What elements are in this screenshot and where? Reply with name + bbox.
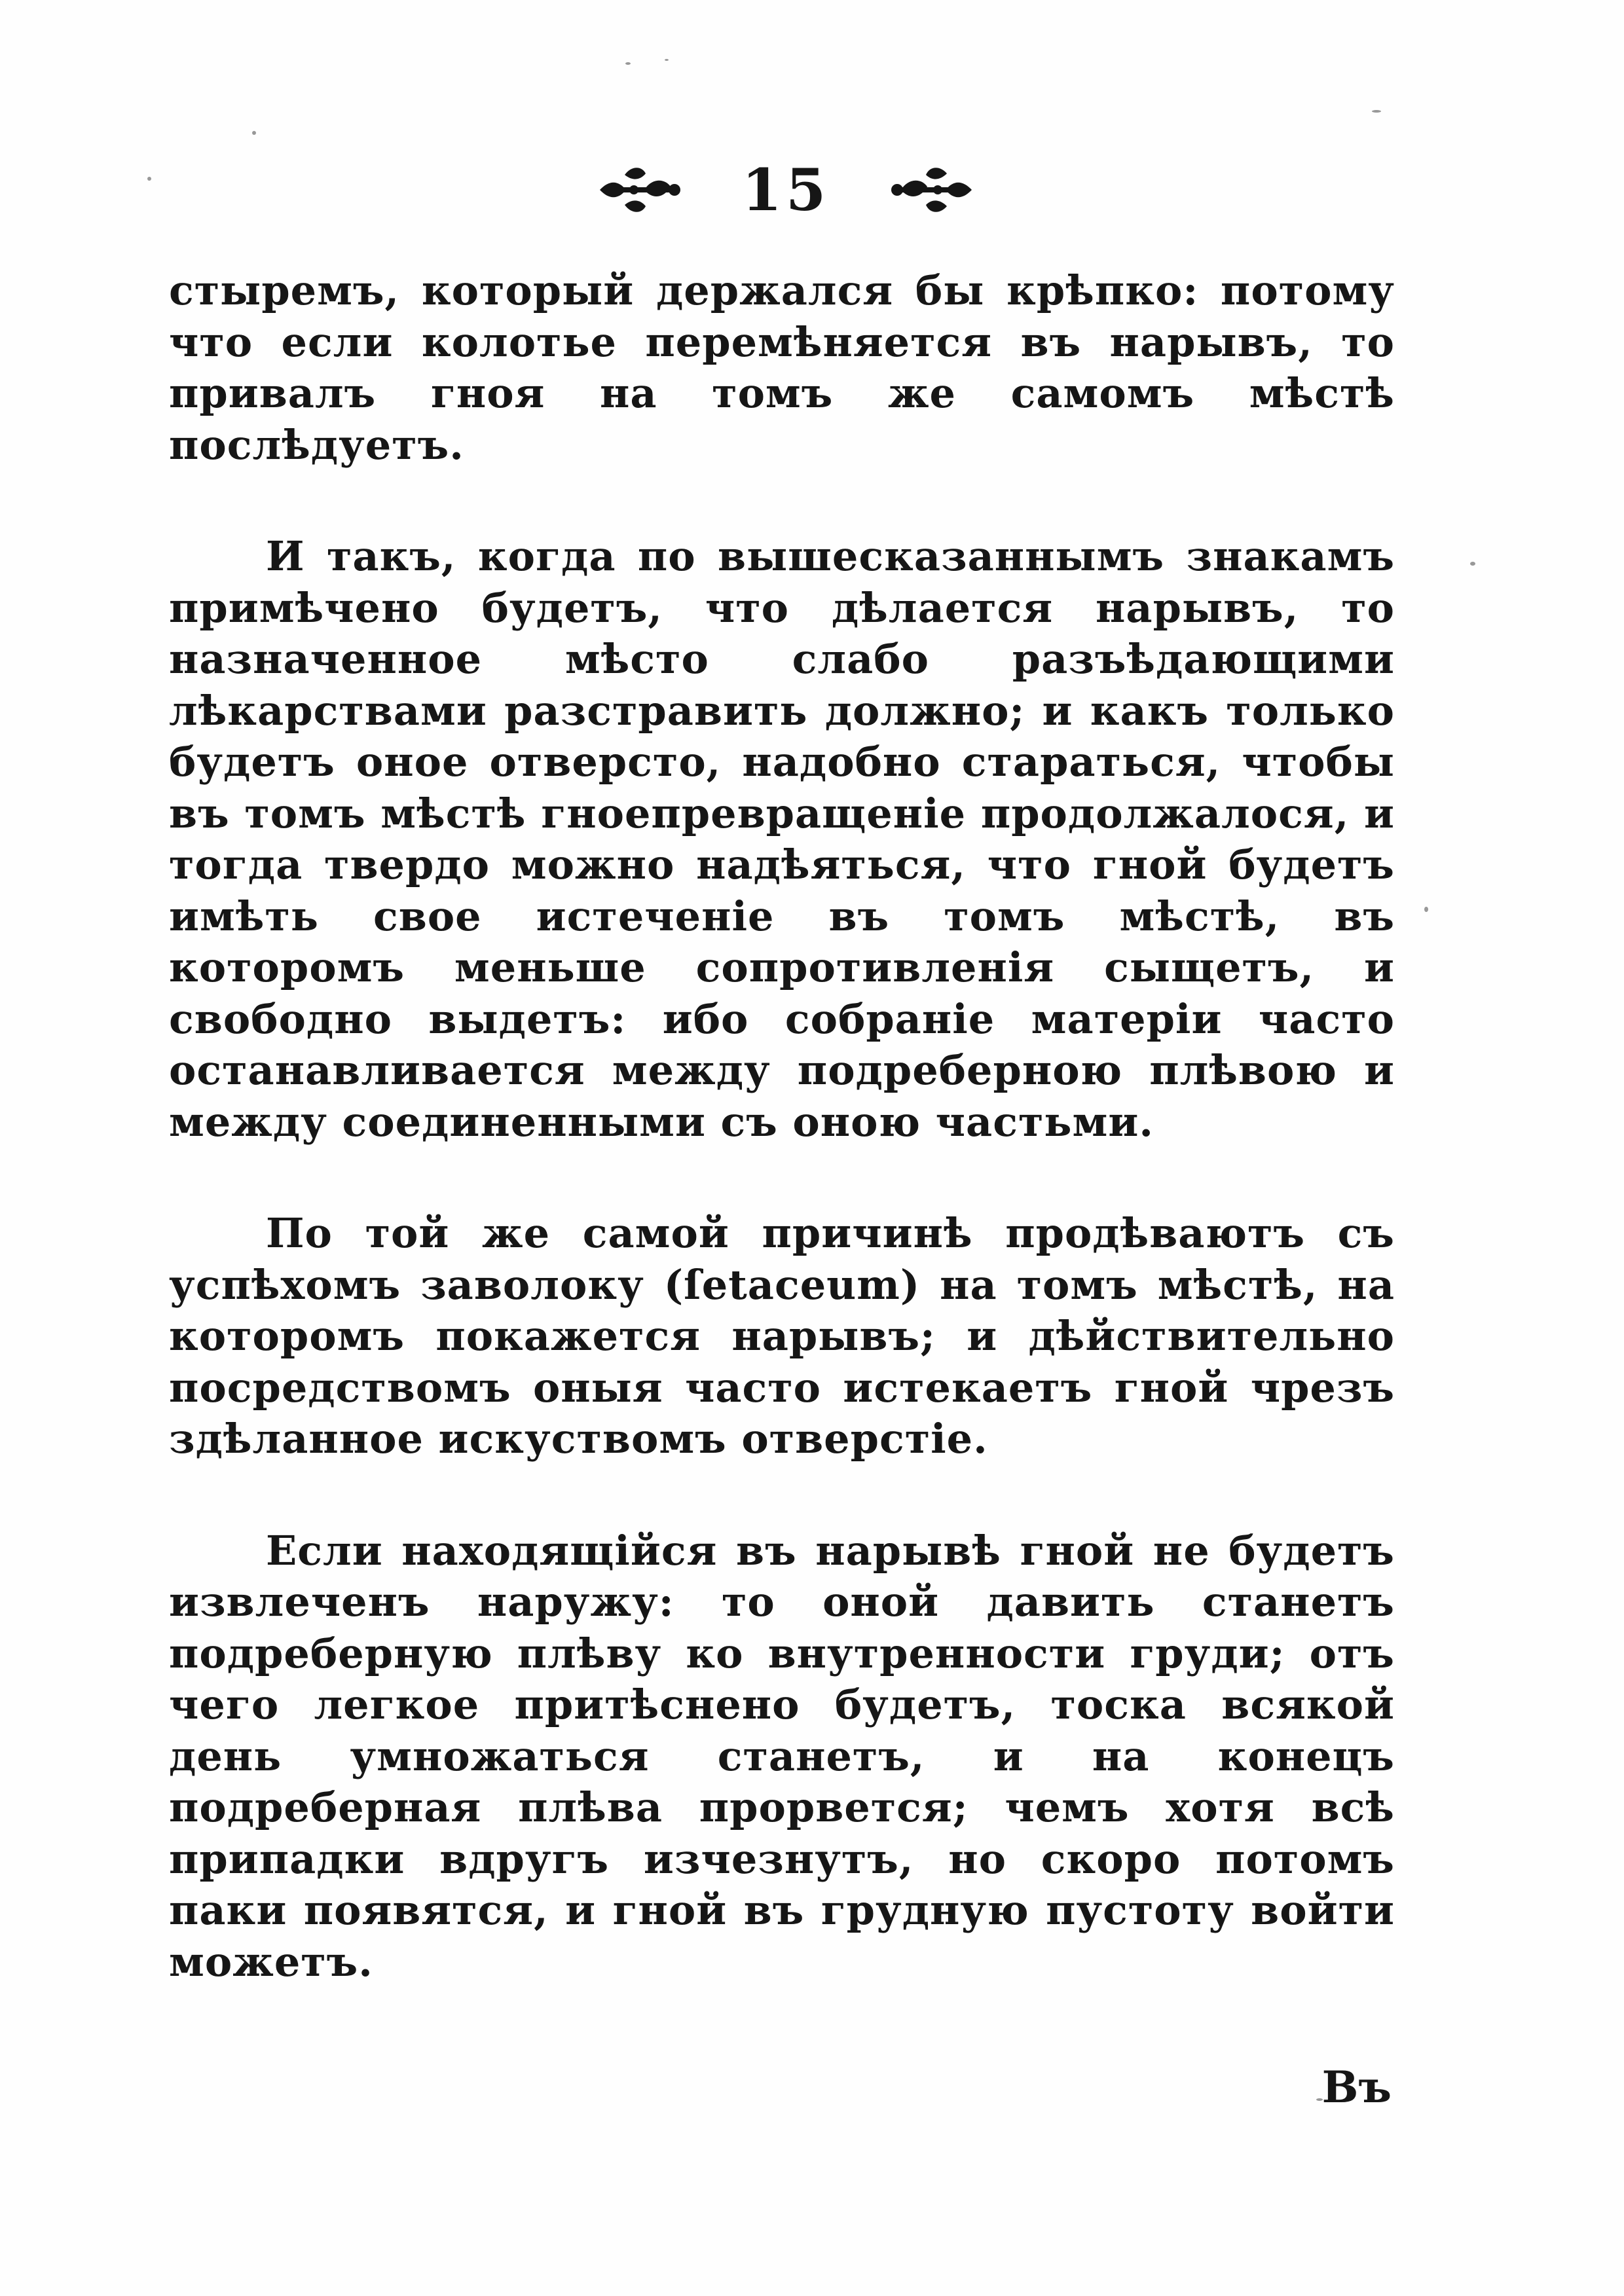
paper-speck [147, 177, 151, 181]
floral-ornament-icon [595, 160, 683, 219]
paragraph: Если находящійся въ нарывѣ гной не будетъ извлеченъ наружу: то оной давить станетъ подреберную плѣву ко внутренности груди; отъ чего легкое притѣснено будетъ, тоска всякой день умножаться станетъ, и на конецъ подреберная плѣва прорвется; чемъ хотя всѣ припадки вдругъ изчезнутъ, но скоро потомъ паки появятся, и гной въ грудную пустоту войти можетъ. [169, 1526, 1395, 1986]
floral-ornament-icon [889, 160, 977, 219]
paper-speck [252, 131, 256, 135]
paper-speck [625, 62, 631, 65]
paper-speck [665, 59, 669, 61]
paper-speck [1424, 907, 1428, 912]
paper-speck [1372, 110, 1381, 113]
paper-speck [1470, 562, 1475, 566]
paragraph: стыремъ, который держался бы крѣпко: потому что если колотье перемѣняется въ нарывъ, то привалъ гноя на томъ же самомъ мѣстѣ послѣдуетъ. [169, 266, 1395, 469]
page-number: 15 [741, 156, 830, 224]
page-header [576, 151, 995, 229]
catchword: Въ [1321, 2062, 1392, 2113]
body-text [169, 265, 1395, 1988]
paragraph: И такъ, когда по вышесказаннымъ знакамъ примѣчено будетъ, что дѣлается нарывъ, то назначенное мѣсто слабо разъѣдающими лѣкарствами разстравить должно; и какъ только будетъ оное отверсто, надобно стараться, чтобы въ томъ мѣстѣ гноепревращеніе продолжалося, и тогда твердо можно надѣяться, что гной будетъ имѣть свое истеченіе въ томъ мѣстѣ, въ которомъ меньше сопротивленія сыщетъ, и свободно выдетъ: ибо собраніе матеріи часто останавливается между подреберною плѣвою и между соединенными съ оною частьми. [169, 532, 1395, 1146]
paragraph: По той же самой причинѣ продѣваютъ съ успѣхомъ заволоку (ſetaceum) на томъ мѣстѣ, на которомъ покажется нарывъ; и дѣйствительно посредствомъ оныя часто истекаетъ гной чрезъ здѣланное искуствомъ отверстіе. [169, 1209, 1395, 1463]
